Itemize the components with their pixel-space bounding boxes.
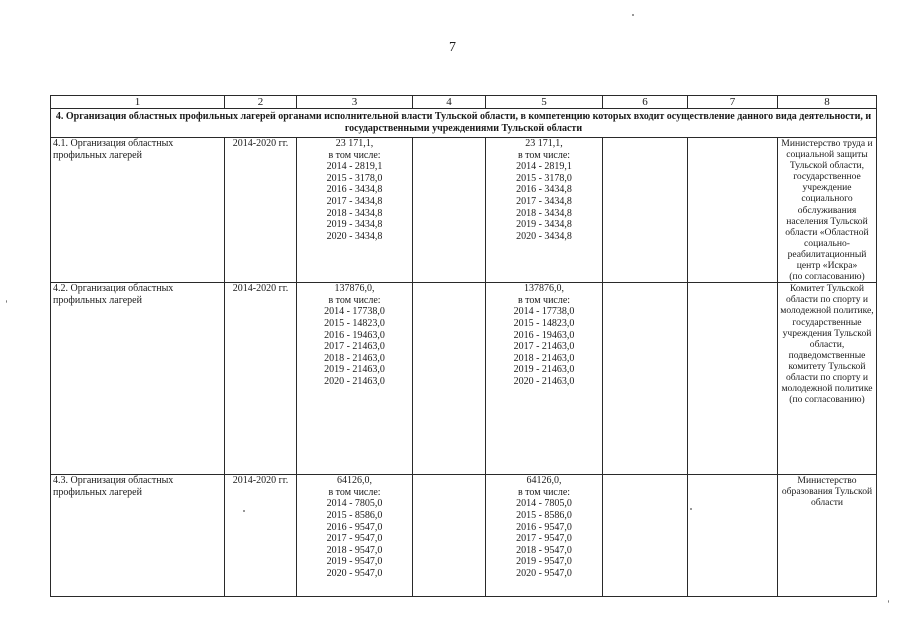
funding-total-cell-line: в том числе: [328,294,381,306]
executor-cell-line: подведомственные [788,349,866,361]
page-number: 7 [449,40,456,55]
funding-total-cell-line: 2018 - 21463,0 [324,352,385,364]
funding-source-cell-line: в том числе: [517,486,571,498]
executor-cell-line: области, [809,338,845,350]
funding-source-cell-line: 2019 - 9547,0 [516,556,572,568]
table-row [51,475,877,597]
executor-cell-line: социального [801,193,853,205]
header-cell: 6 [603,96,688,109]
funding-total-cell-line: 2019 - 3434,8 [326,219,383,231]
executor-cell-line: населения Тульской [786,215,868,227]
empty-cell [413,138,486,283]
executor-cell [778,138,877,283]
funding-source-cell-line: 2014 - 7805,0 [516,498,572,510]
funding-total-cell-line: 2018 - 9547,0 [326,544,383,556]
executor-cell-line: (по согласованию) [789,271,865,283]
funding-total-cell-line: 2015 - 14823,0 [324,318,385,329]
executor-cell-line: молодежной политике [781,383,873,395]
funding-total-cell-line: 2016 - 3434,8 [326,184,383,196]
table-row [51,138,877,283]
section-title: 4. Организация областных профильных лагерей органами исполнительной власти Тульской области, в компетенцию которых входит осуществление данного вида деятельности, и государственными учреждениями Тульской области [51,109,877,138]
funding-source-cell-line: 23 171,1, [525,138,563,149]
empty-cell [413,283,486,475]
funding-total-cell-line: 2014 - 2819,1 [326,161,383,173]
executor-cell-line: государственные [792,316,862,328]
funding-source-cell-line: 2020 - 21463,0 [513,375,575,387]
funding-total-cell-line: 2015 - 3178,0 [326,172,383,184]
activity-name [51,283,225,475]
executor-cell-line: социально- [804,237,850,249]
funding-source-cell-line: 2017 - 21463,0 [513,341,575,353]
activity-name [51,475,225,597]
executor-cell-line: области [810,497,844,509]
executor-cell-line: области по спорту и [785,371,869,383]
scan-speck [632,14,634,16]
empty-cell [688,283,778,475]
empty-cell [413,475,486,597]
funding-total-cell-line: 2015 - 8586,0 [326,510,383,521]
activity-name-line: профильных лагерей [53,149,142,161]
executor-cell-line: учреждение [802,182,852,194]
funding-source-cell-line: в том числе: [517,294,571,306]
funding-total-cell-line: 2017 - 9547,0 [326,533,383,545]
executor-cell-line: Министерство труда и [781,138,873,149]
funding-source-cell-line: 2019 - 21463,0 [513,364,575,376]
executor-cell-line: области по спорту и [785,294,869,306]
header-cell: 7 [688,96,778,109]
funding-source-cell-line: 2018 - 21463,0 [513,352,575,364]
funding-total-cell-line: 2020 - 21463,0 [324,375,385,387]
section-row [51,109,877,138]
period-cell: 2014-2020 гг. [225,283,297,475]
header-cell: 2 [225,96,297,109]
funding-source-cell-line: 2016 - 19463,0 [513,329,575,341]
funding-total-cell-line: 2019 - 9547,0 [326,556,383,568]
funding-total-cell [297,283,413,475]
header-row [51,96,877,109]
funding-source-cell [486,138,603,283]
executor-cell-line: социальной защиты [786,149,868,161]
period-cell: 2014-2020 гг. [225,138,297,283]
funding-source-cell-line: 2020 - 9547,0 [516,567,572,579]
funding-source-cell-line: в том числе: [517,149,571,161]
funding-source-cell-line: 2017 - 3434,8 [516,195,572,207]
activity-name-line: профильных лагерей [53,294,142,306]
funding-source-cell-line: 137876,0, [524,283,564,295]
header-cell: 3 [297,96,413,109]
executor-cell-line: обслуживания [797,204,857,216]
activity-name-line: профильных лагерей [53,486,142,498]
executor-cell-line: молодежной политике, [780,305,874,317]
funding-total-cell-line: в том числе: [328,149,381,161]
funding-source-cell-line: 2015 - 14823,0 [513,318,575,329]
executor-cell-line: учреждения Тульской [782,327,872,339]
header-cell: 5 [486,96,603,109]
funding-total-cell-line: 2018 - 3434,8 [326,207,383,219]
executor-cell-line: Комитет Тульской [789,283,865,295]
table-body [51,138,877,597]
funding-total-cell-line: в том числе: [328,486,381,498]
activity-name-line: 4.1. Организация областных [53,138,174,149]
funding-source-cell-line: 2015 - 8586,0 [516,510,572,521]
executor-cell-line: образования Тульской [781,486,873,498]
scan-speck [6,300,7,303]
funding-source-cell-line: 2014 - 17738,0 [513,306,575,318]
empty-cell [603,283,688,475]
activity-name-line: 4.3. Организация областных [53,475,174,487]
scan-speck [243,510,245,512]
executor-cell-line: реабилитационный [787,248,867,260]
executor-cell-line: Тульской области, [789,160,865,172]
funding-total-cell [297,138,413,283]
funding-total-cell-line: 2016 - 19463,0 [324,329,385,341]
funding-total-cell-line: 64126,0, [337,475,372,487]
program-table [50,95,877,597]
funding-source-cell-line: 2014 - 2819,1 [516,161,572,173]
executor-cell-line: центр «Искра» [796,260,858,272]
funding-source-cell-line: 2020 - 3434,8 [516,230,572,242]
scan-speck [690,508,692,510]
funding-total-cell-line: 2017 - 3434,8 [326,195,383,207]
empty-cell [603,138,688,283]
funding-source-cell-line: 2018 - 9547,0 [516,544,572,556]
funding-total-cell-line: 2016 - 9547,0 [326,521,383,533]
empty-cell [688,138,778,283]
empty-cell [688,475,778,597]
header-cell: 8 [778,96,877,109]
scan-speck [888,600,889,603]
executor-cell-line: (по согласованию) [789,394,865,406]
funding-source-cell-line: 2017 - 9547,0 [516,533,572,545]
funding-total-cell-line: 2019 - 21463,0 [324,364,385,376]
executor-cell-line: области «Областной [785,226,869,238]
executor-cell-line: Министерство [797,475,857,487]
activity-name [51,138,225,283]
period-cell: 2014-2020 гг. [225,475,297,597]
funding-source-cell-line: 2018 - 3434,8 [516,207,572,219]
executor-cell [778,283,877,475]
activity-name-line: 4.2. Организация областных [53,283,174,295]
funding-total-cell-line: 2014 - 7805,0 [326,498,383,510]
empty-cell [603,475,688,597]
funding-source-cell-line: 2016 - 9547,0 [516,521,572,533]
funding-total-cell-line: 23 171,1, [335,138,374,149]
funding-source-cell-line: 2015 - 3178,0 [516,172,572,184]
header-cell: 4 [413,96,486,109]
funding-source-cell [486,475,603,597]
funding-source-cell-line: 64126,0, [526,475,562,487]
header-cell: 1 [51,96,225,109]
funding-total-cell-line: 137876,0, [334,283,375,295]
funding-total-cell-line: 2020 - 9547,0 [326,567,383,579]
table-row [51,283,877,475]
funding-total-cell-line: 2017 - 21463,0 [324,341,385,353]
executor-cell-line: комитету Тульской [788,360,866,372]
funding-source-cell-line: 2016 - 3434,8 [516,184,572,196]
funding-total-cell-line: 2014 - 17738,0 [324,306,385,318]
funding-total-cell [297,475,413,597]
funding-total-cell-line: 2020 - 3434,8 [326,230,383,242]
executor-cell [778,475,877,597]
funding-source-cell-line: 2019 - 3434,8 [516,219,572,231]
funding-source-cell [486,283,603,475]
executor-cell-line: государственное [793,171,861,183]
